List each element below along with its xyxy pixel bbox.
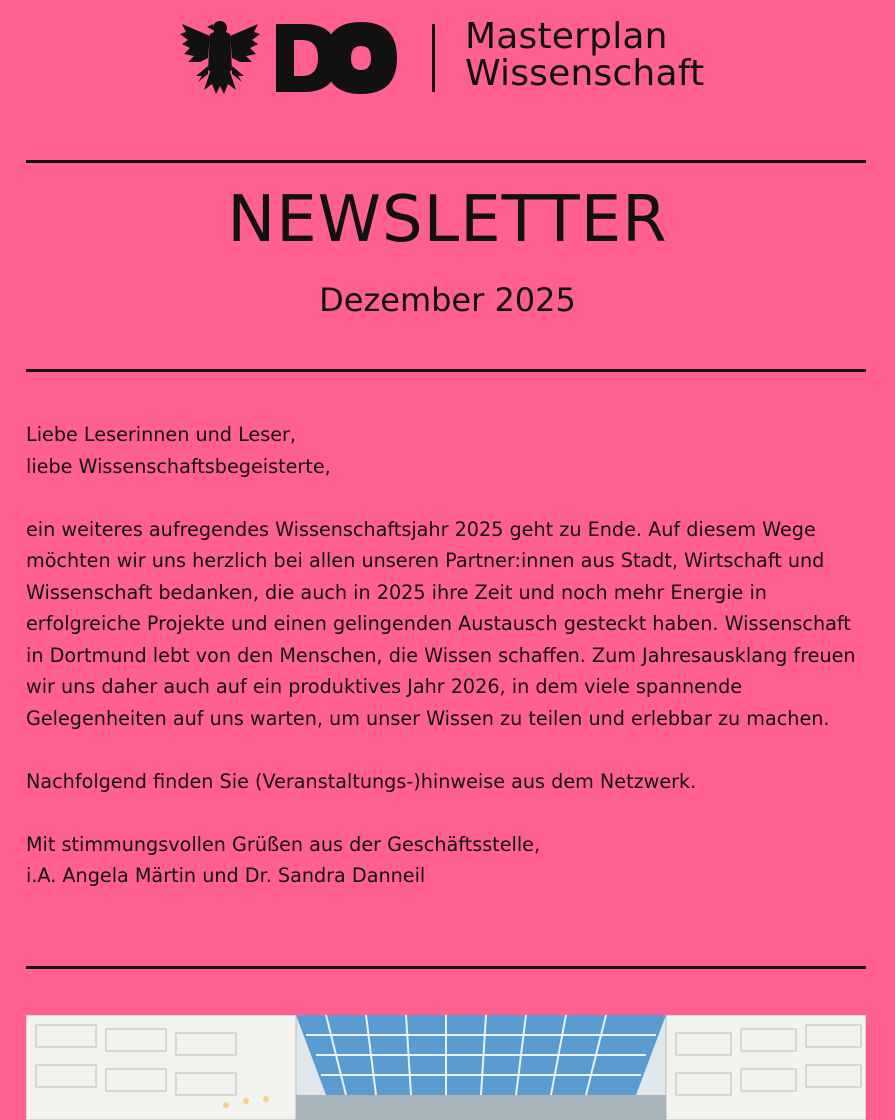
- newsletter-date: Dezember 2025: [319, 281, 576, 319]
- divider-middle: [26, 369, 866, 372]
- logo-line-2: Wissenschaft: [465, 53, 705, 94]
- letter-body: [26, 419, 871, 892]
- divider-top: [26, 160, 866, 163]
- spacer: [26, 482, 871, 514]
- header: [0, 0, 895, 120]
- spacer: [26, 734, 871, 766]
- newsletter-title: NEWSLETTER: [227, 183, 668, 257]
- spacer: [26, 797, 871, 829]
- eagle-coat-of-arms-icon: [180, 21, 260, 94]
- atrium-photo: [26, 1015, 866, 1120]
- atrium-photo-illustration: [26, 1015, 866, 1120]
- greeting-line-1: Liebe Leserinnen und Leser,: [26, 423, 297, 446]
- logo-wordmark: [465, 18, 735, 92]
- closing-line-1: Mit stimmungsvollen Grüßen aus der Geschäftsstelle,: [26, 832, 541, 856]
- greeting-line-2: liebe Wissenschaftsbegeisterte,: [26, 454, 331, 478]
- closing-line-2: i.A. Angela Märtin und Dr. Sandra Danneil: [26, 864, 426, 887]
- logo-mark-do: [276, 22, 397, 94]
- letter-paragraph-2: Nachfolgend finden Sie (Veranstaltungs-)hinweise aus dem Netzwerk.: [26, 769, 697, 793]
- divider-bottom: [26, 966, 866, 969]
- logo-line-1: Masterplan: [465, 16, 668, 57]
- letter-paragraph-1: ein weiteres aufregendes Wissenschaftsjahr 2025 geht zu Ende. Auf diesem Wege möchten wir uns herzlich bei allen unseren Partner:innen aus Stadt, Wirtschaft und Wissenschaft bedanken, die auch in 2025 ihre Zeit und noch mehr Energie in erfolgreiche Projekte und einen gelingenden Austausch gesteckt haben. Wissenschaft in Dortmund lebt von den Menschen, die Wissen schaffen. Zum Jahresausklang freuen wir uns daher auch auf ein produktives Jahr 2026, in dem viele spannende Gelegenheiten auf uns warten, um unser Wissen zu teilen und erlebbar zu machen.: [26, 517, 856, 730]
- logo-divider: [432, 24, 435, 92]
